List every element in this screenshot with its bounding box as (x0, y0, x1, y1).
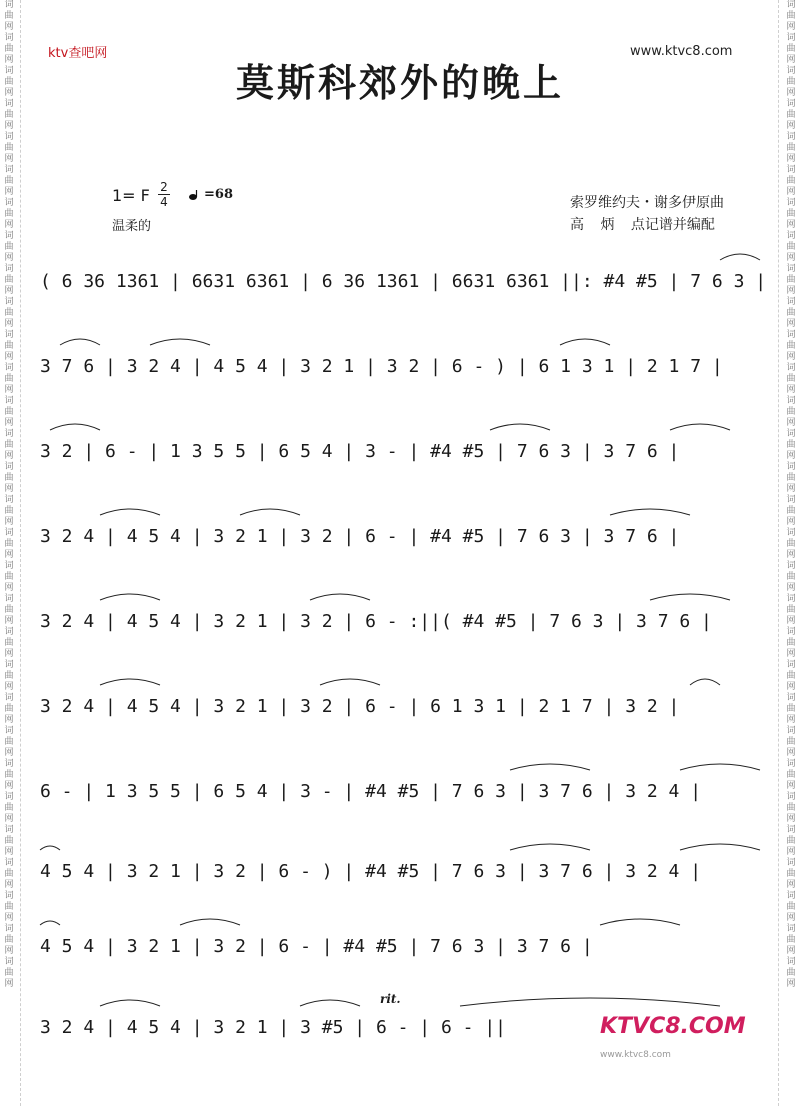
right-margin-rule (778, 0, 779, 1106)
expression-marking: 温柔的 (112, 219, 152, 234)
score-line-8-notes: 4 5 4 | 3 2 1 | 3 2 | 6 - ) | #4 #5 | 7 6 3 | 3 7 6 | 3 2 4 | (40, 861, 702, 882)
site-watermark-logo: KTVC8.COM (600, 1014, 746, 1039)
score-line-2-notes: 3 7 6 | 3 2 4 | 4 5 4 | 3 2 1 | 3 2 | 6 - ) | 6 1 3 1 | 2 1 7 | (40, 356, 723, 377)
score-line-9-notes: 4 5 4 | 3 2 1 | 3 2 | 6 - | #4 #5 | 7 6 3 | 3 7 6 | (40, 936, 593, 957)
slur-marks (40, 758, 770, 772)
key-signature: 1= F (112, 186, 150, 205)
arranger-credit: 高 炳 点记谱并编配 (570, 217, 715, 233)
score-line-7-notes: 6 - | 1 3 5 5 | 6 5 4 | 3 - | #4 #5 | 7 6 3 | 3 7 6 | 3 2 4 | (40, 781, 702, 802)
score-line-3-notes: 3 2 | 6 - | 1 3 5 5 | 6 5 4 | 3 - | #4 #5 | 7 6 3 | 3 7 6 | (40, 441, 680, 462)
time-signature (158, 180, 170, 209)
song-title: 莫斯科郊外的晚上 (235, 60, 564, 105)
quarter-note-icon (188, 190, 200, 200)
score-line-1 (40, 262, 770, 302)
score-line-2 (40, 347, 770, 387)
composer-credit: 索罗维约夫・谢多伊原曲 (570, 195, 724, 211)
site-url-right[interactable]: www.ktvc8.com (630, 44, 733, 59)
site-name-left[interactable]: ktv查吧网 (48, 46, 108, 61)
slur-marks (40, 838, 770, 852)
slur-marks (40, 248, 770, 262)
slur-marks (40, 994, 770, 1008)
slur-marks (40, 418, 770, 432)
score-line-9 (40, 927, 770, 967)
score-line-10-notes: 3 2 4 | 4 5 4 | 3 2 1 | 3 #5 | 6 - | 6 - || (40, 1017, 506, 1038)
left-margin-rule (20, 0, 21, 1106)
meter-bottom: 4 (160, 195, 168, 209)
site-watermark-url: www.ktvc8.com (600, 1050, 671, 1060)
score-line-4 (40, 517, 770, 557)
score-line-6-notes: 3 2 4 | 4 5 4 | 3 2 1 | 3 2 | 6 - | 6 1 3 1 | 2 1 7 | 3 2 | (40, 696, 680, 717)
slur-marks (40, 913, 770, 927)
slur-marks (40, 673, 770, 687)
score-line-5 (40, 602, 770, 642)
score-line-1-notes: ( 6 36 1361 | 6631 6361 | 6 36 1361 | 6631 6361 ||: #4 #5 | 7 6 3 | (40, 271, 767, 292)
tempo-marking: =68 (204, 187, 233, 202)
slur-marks (40, 503, 770, 517)
score-line-4-notes: 3 2 4 | 4 5 4 | 3 2 1 | 3 2 | 6 - | #4 #5 | 7 6 3 | 3 7 6 | (40, 526, 680, 547)
score-line-8 (40, 852, 770, 892)
score-line-6 (40, 687, 770, 727)
side-watermark-left: 词曲网词曲网词曲网词曲网词曲网词曲网词曲网词曲网词曲网词曲网词曲网词曲网词曲网词曲网词曲网词曲网词曲网词曲网词曲网词曲网词曲网词曲网词曲网词曲网词曲网词曲网词曲网词曲网词曲网词曲网 (4, 0, 14, 989)
score-line-7 (40, 772, 770, 812)
ritardando-marking: rit. (380, 992, 401, 1006)
meter-top: 2 (158, 180, 170, 195)
side-watermark-right: 词曲网词曲网词曲网词曲网词曲网词曲网词曲网词曲网词曲网词曲网词曲网词曲网词曲网词曲网词曲网词曲网词曲网词曲网词曲网词曲网词曲网词曲网词曲网词曲网词曲网词曲网词曲网词曲网词曲网词曲网 (786, 0, 796, 989)
slur-marks (40, 588, 770, 602)
score-line-3 (40, 432, 770, 472)
score-line-5-notes: 3 2 4 | 4 5 4 | 3 2 1 | 3 2 | 6 - :||( #4 #5 | 7 6 3 | 3 7 6 | (40, 611, 712, 632)
slur-marks (40, 333, 770, 347)
